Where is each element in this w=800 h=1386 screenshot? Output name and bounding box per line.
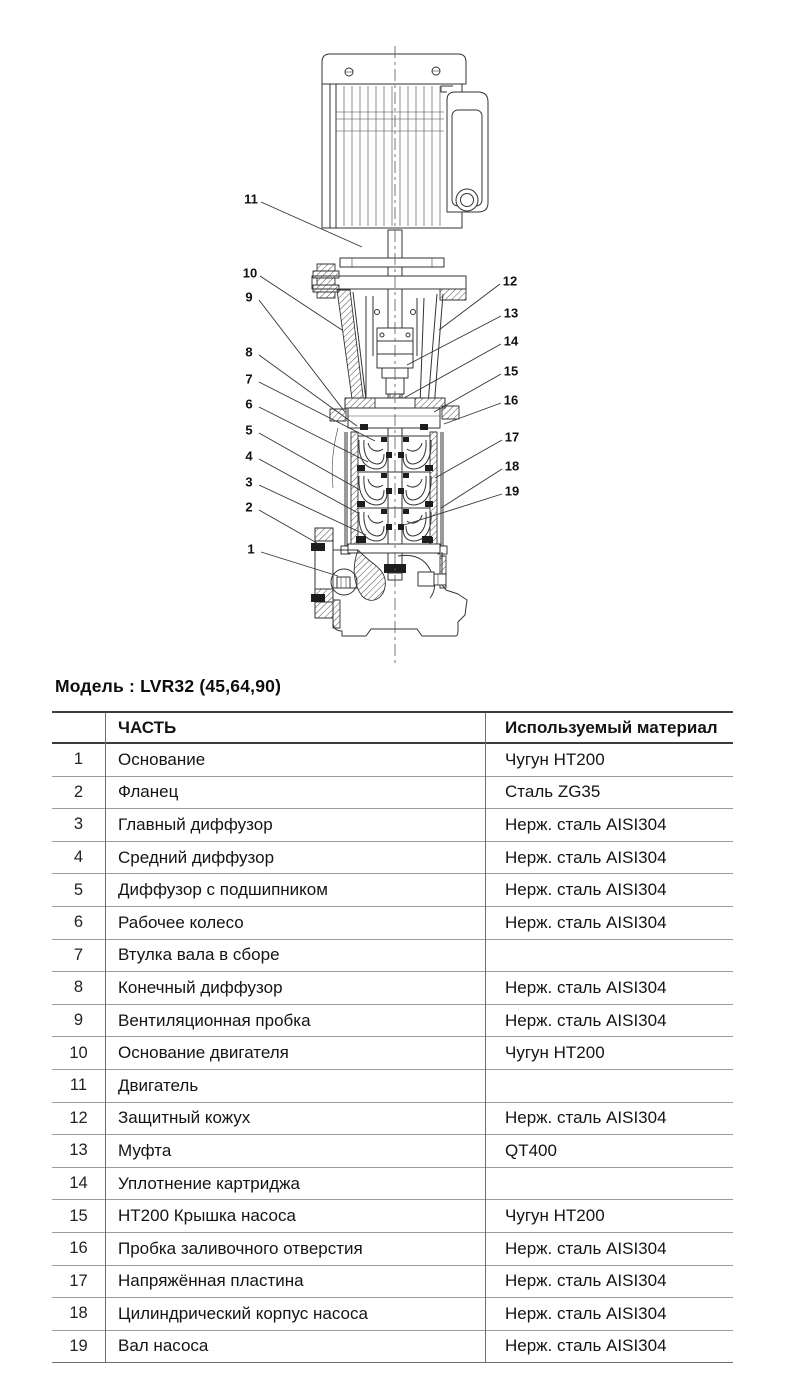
col-header-part: ЧАСТЬ [118,717,177,737]
table-row [52,1266,733,1299]
callout-label-4: 4 [245,448,253,464]
table-row [52,744,733,777]
row-part-name: Втулка вала в сборе [118,945,280,965]
row-number: 6 [73,913,84,932]
row-material: Чугун HT200 [505,1206,605,1226]
callout-label-11: 11 [244,191,258,207]
table-row [52,1070,733,1103]
row-part-name: Рабочее колесо [118,912,244,932]
row-number: 7 [73,945,84,964]
row-material: QT400 [505,1140,557,1160]
callout-label-6: 6 [245,396,253,412]
row-number: 15 [69,1206,88,1225]
callout-label-7: 7 [245,371,253,387]
callout-leader-13 [407,316,501,365]
row-material: Чугун HT200 [505,1043,605,1063]
row-number: 19 [69,1336,88,1355]
row-material: Нерж. сталь AISI304 [505,912,667,932]
table-row [52,1037,733,1070]
table-row [52,940,733,973]
callout-leader-3 [259,485,366,535]
row-material: Чугун HT200 [505,749,605,769]
row-number: 12 [69,1108,88,1127]
table-row [52,1005,733,1038]
row-number: 14 [69,1174,88,1193]
row-part-name: Средний диффузор [118,847,275,867]
pump-cross-section-diagram [225,40,625,672]
drain-plug [418,572,434,586]
motor [312,54,488,300]
row-number: 2 [73,782,84,801]
row-part-name: Вентиляционная пробка [118,1010,311,1030]
callout-label-13: 13 [503,305,519,321]
row-part-name: Цилиндрический корпус насоса [118,1303,368,1323]
table-row [52,972,733,1005]
fill-plug [442,406,459,419]
table-row [52,1331,733,1364]
table-vertical-rule-2 [485,713,486,1363]
table-row [52,1233,733,1266]
row-number: 1 [73,750,84,769]
parts-table [52,711,733,1363]
table-row [52,777,733,810]
callout-leader-9 [259,300,345,412]
row-number: 3 [73,815,84,834]
callout-label-17: 17 [504,429,520,445]
row-material: Нерж. сталь AISI304 [505,1238,667,1258]
row-part-name: Двигатель [118,1075,199,1095]
row-part-name: Уплотнение картриджа [118,1173,300,1193]
table-row [52,1168,733,1201]
table-row [52,809,733,842]
col-header-material: Используемый материал [505,717,718,737]
table-row [52,1200,733,1233]
row-material: Нерж. сталь AISI304 [505,814,667,834]
model-title: Модель : LVR32 (45,64,90) [55,676,282,696]
parts-table-header [52,713,733,744]
callout-label-2: 2 [245,499,253,515]
callout-leader-4 [259,459,358,513]
callout-label-15: 15 [503,363,519,379]
callout-label-18: 18 [504,458,520,474]
row-number: 5 [73,880,84,899]
row-material: Нерж. сталь AISI304 [505,1336,667,1356]
junction-box [441,86,488,212]
row-material: Нерж. сталь AISI304 [505,1010,667,1030]
callout-label-3: 3 [245,474,253,490]
table-row [52,1298,733,1331]
row-part-name: Конечный диффузор [118,977,283,997]
callout-label-14: 14 [503,333,519,349]
table-row [52,1103,733,1136]
callout-leader-8 [259,355,357,426]
coupling-guard-stud [313,264,339,298]
row-part-name: Главный диффузор [118,814,273,834]
callout-label-1: 1 [247,541,255,557]
row-material: Нерж. сталь AISI304 [505,847,667,867]
row-number: 10 [69,1043,88,1062]
row-part-name: Напряжённая пластина [118,1271,304,1291]
row-number: 17 [69,1271,88,1290]
row-part-name: Защитный кожух [118,1108,251,1128]
table-row [52,1135,733,1168]
callout-label-9: 9 [245,289,253,305]
callout-label-8: 8 [245,344,253,360]
row-material: Нерж. сталь AISI304 [505,977,667,997]
row-part-name: Диффузор с подшипником [118,880,328,900]
callout-label-12: 12 [502,273,518,289]
table-row [52,842,733,875]
table-row [52,874,733,907]
row-number: 4 [73,848,84,867]
row-number: 18 [69,1304,88,1323]
callout-leader-14 [404,344,501,398]
parts-table-body [52,744,733,1363]
row-material: Нерж. сталь AISI304 [505,1271,667,1291]
callout-leader-2 [259,510,317,543]
callout-leader-18 [441,469,502,508]
callout-label-5: 5 [245,422,253,438]
row-part-name: HT200 Крышка насоса [118,1206,296,1226]
row-material: Нерж. сталь AISI304 [505,1108,667,1128]
row-number: 9 [73,1011,84,1030]
table-vertical-rule-1 [105,713,106,1363]
row-part-name: Основание [118,749,206,769]
row-material: Нерж. сталь AISI304 [505,1303,667,1323]
row-part-name: Вал насоса [118,1336,209,1356]
row-part-name: Фланец [118,782,179,802]
table-row [52,907,733,940]
row-part-name: Пробка заливочного отверстия [118,1238,363,1258]
row-material: Нерж. сталь AISI304 [505,880,667,900]
row-number: 13 [69,1141,88,1160]
row-number: 8 [73,978,84,997]
callout-label-19: 19 [504,483,520,499]
diagram-callouts [243,192,519,577]
callout-label-16: 16 [503,392,519,408]
callout-leader-17 [435,440,502,478]
row-part-name: Муфта [118,1140,172,1160]
row-number: 16 [69,1239,88,1258]
callout-label-10: 10 [242,265,258,281]
row-part-name: Основание двигателя [118,1043,289,1063]
row-number: 11 [69,1076,88,1095]
row-material: Сталь ZG35 [505,782,601,802]
